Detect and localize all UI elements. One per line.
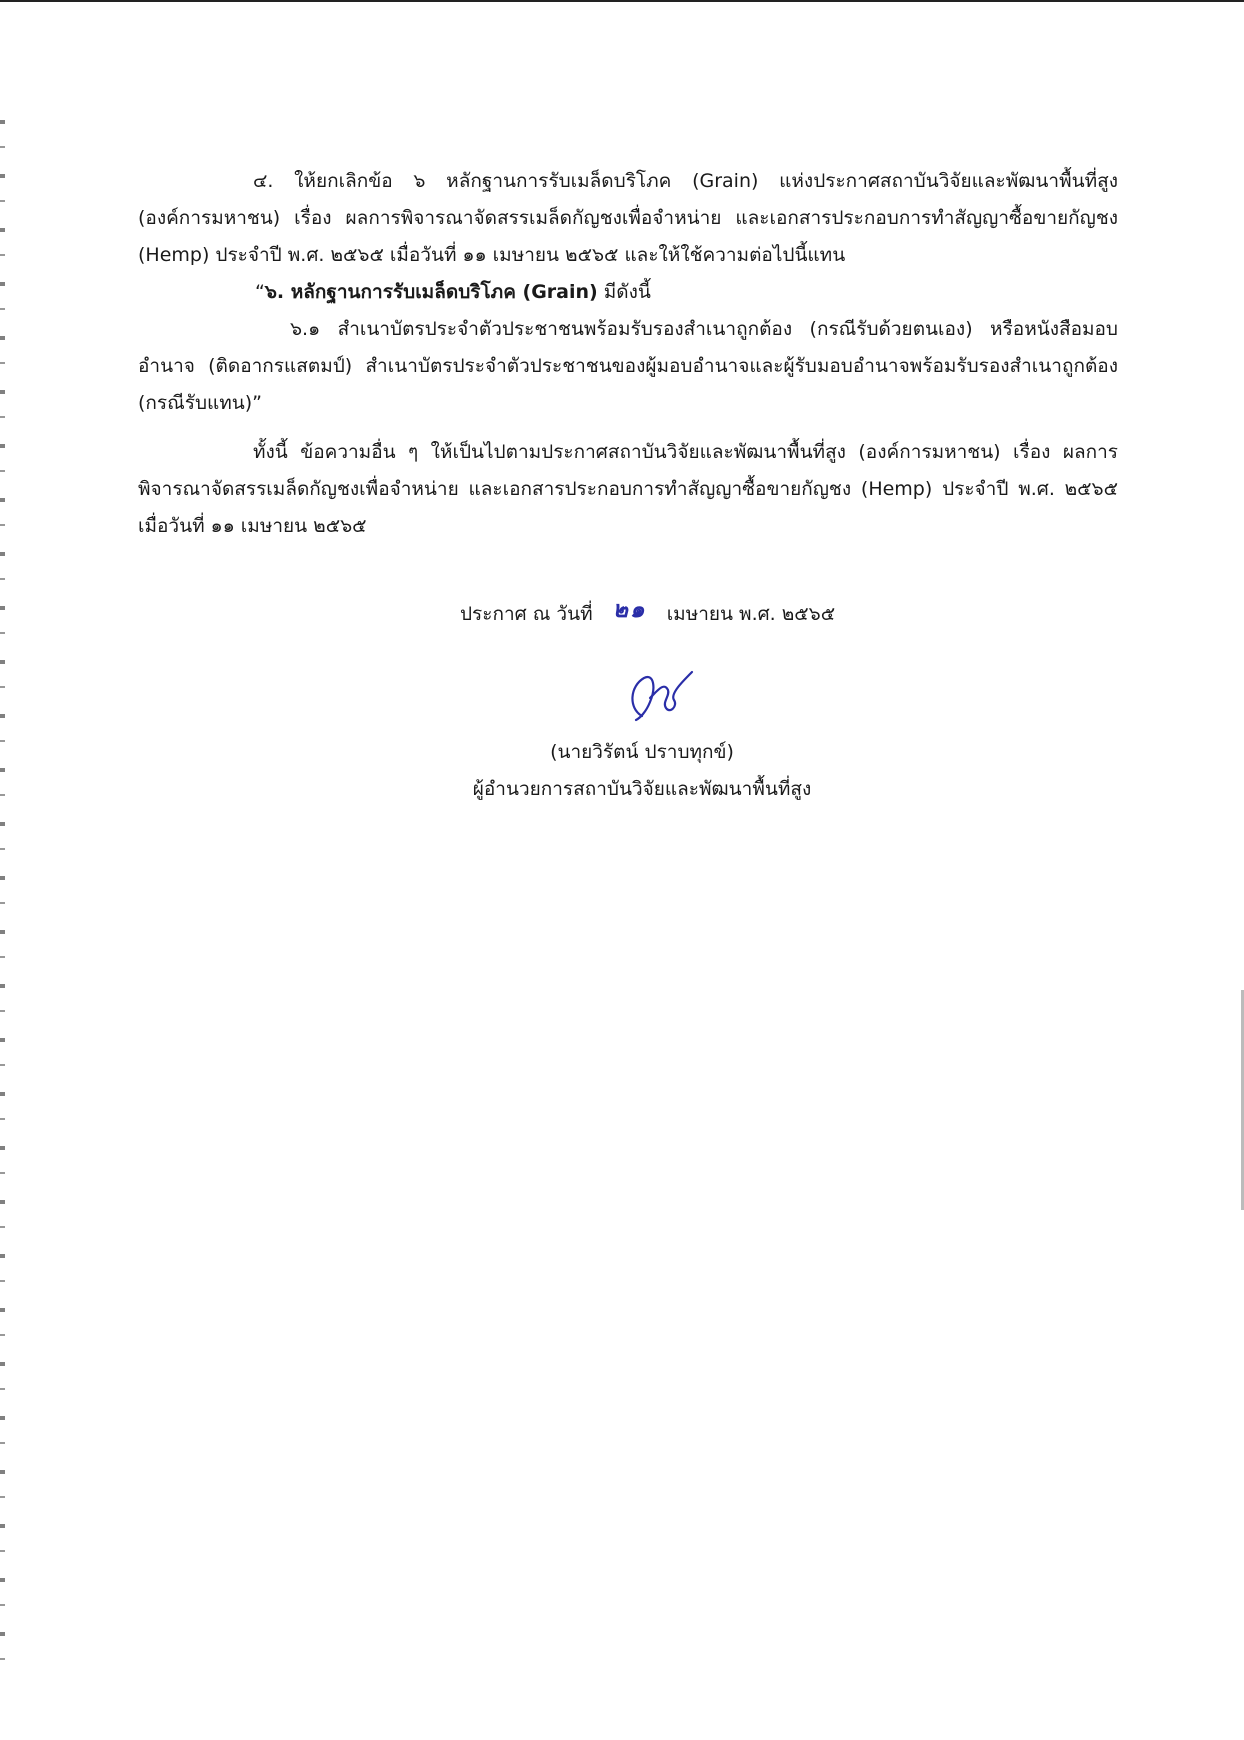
item-6-1: ๖.๑ สำเนาบัตรประจำตัวประชาชนพร้อมรับรองสำเนาถูกต้อง (กรณีรับด้วยตนเอง) หรือหนังสือมอบอำนาจ (ติดอากรแสตมป์) สำเนาบัตรประจำตัวประชาชนของผู้มอบอำนาจและผู้รับมอบอำนาจพร้อมรับรองสำเนาถูกต้อง (กรณีรับแทน)” [138, 318, 1118, 414]
announcement-prefix: ประกาศ ณ วันที่ [460, 603, 593, 625]
page-top-border [0, 0, 1244, 2]
paragraph-gap [138, 422, 1118, 434]
section-6-heading [138, 274, 1118, 311]
scan-left-edge-marks [0, 120, 5, 1680]
document-body [138, 163, 1118, 545]
signer-title: ผู้อำนวยการสถาบันวิจัยและพัฒนาพื้นที่สูง [472, 778, 812, 800]
announcement-suffix: เมษายน พ.ศ. ๒๕๖๕ [666, 603, 836, 625]
paragraph-4: ๔. ให้ยกเลิกข้อ ๖ หลักฐานการรับเมล็ดบริโภค (Grain) แห่งประกาศสถาบันวิจัยและพัฒนาพื้นที่สูง (องค์การมหาชน) เรื่อง ผลการพิจารณาจัดสรรเมล็ดกัญชงเพื่อจำหน่าย และเอกสารประกอบการทำสัญญาซื้อขายกัญชง (Hemp) ประจำปี พ.ศ. ๒๕๖๕ เมื่อวันที่ ๑๑ เมษายน ๒๕๖๕ และให้ใช้ความต่อไปนี้แทน [138, 170, 1118, 266]
handwritten-day: ๒๑ [612, 596, 647, 623]
section-6-heading-bold: ๖. หลักฐานการรับเมล็ดบริโภค (Grain) [264, 281, 598, 303]
closing-paragraph: ทั้งนี้ ข้อความอื่น ๆ ให้เป็นไปตามประกาศสถาบันวิจัยและพัฒนาพื้นที่สูง (องค์การมหาชน) เรื่อง ผลการพิจารณาจัดสรรเมล็ดกัญชงเพื่อจำหน่าย และเอกสารประกอบการทำสัญญาซื้อขายกัญชง (Hemp) ประจำปี พ.ศ. ๒๕๖๕ เมื่อวันที่ ๑๑ เมษายน ๒๕๖๕ [138, 441, 1118, 537]
signer-name: (นายวิรัตน์ ปราบทุกข์) [550, 741, 734, 763]
opening-quote: “ [255, 281, 265, 303]
section-6-heading-rest: มีดังนี้ [597, 281, 651, 303]
handwritten-signature [620, 668, 700, 724]
announcement-date-line [460, 594, 835, 633]
